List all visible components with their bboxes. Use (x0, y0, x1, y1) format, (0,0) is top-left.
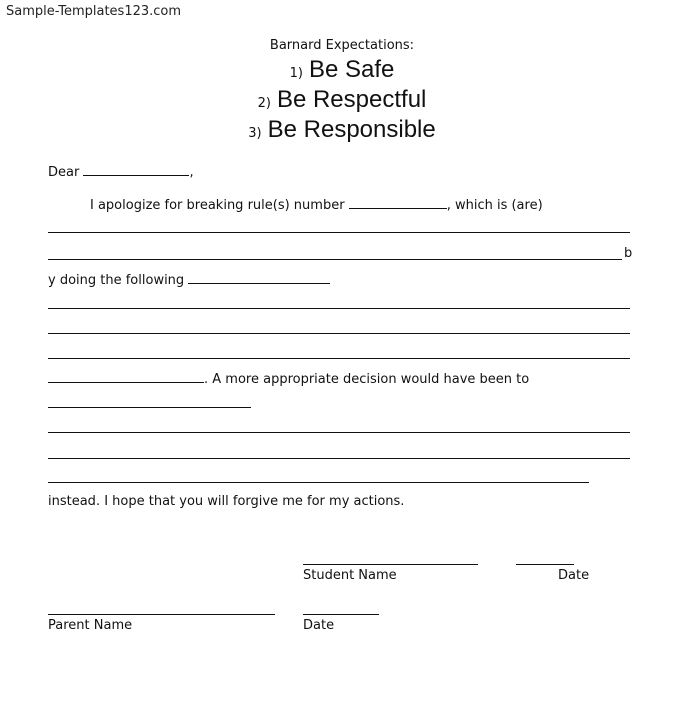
apology-start: I apologize for breaking rule(s) number (90, 198, 345, 213)
student-date-line[interactable] (516, 564, 574, 565)
expectation-number: 1) (289, 66, 303, 81)
parent-name-label: Parent Name (48, 618, 133, 633)
doing-blank[interactable] (188, 271, 330, 284)
parent-name-line[interactable] (48, 614, 275, 615)
write-line[interactable] (48, 407, 251, 408)
student-date-label: Date (558, 568, 590, 583)
expectation-number: 3) (248, 126, 262, 141)
write-line[interactable] (48, 358, 630, 359)
expectation-text: Be Responsible (267, 116, 436, 143)
doing-label: y doing the following (48, 273, 185, 288)
decision-line (48, 370, 529, 387)
write-line[interactable] (48, 482, 589, 483)
write-line[interactable] (48, 333, 630, 334)
dear-label: Dear (48, 165, 80, 180)
student-name-line[interactable] (303, 564, 478, 565)
line-end-b: b (624, 246, 633, 261)
decision-text: . A more appropriate decision would have been to (204, 372, 530, 387)
recipient-blank[interactable] (83, 163, 189, 176)
write-line[interactable] (48, 232, 630, 233)
write-line[interactable] (48, 458, 630, 459)
decision-blank[interactable] (48, 370, 204, 383)
rule-number-blank[interactable] (349, 196, 447, 209)
parent-date-label: Date (303, 618, 335, 633)
expectation-3 (0, 116, 684, 144)
closing-text: instead. I hope that you will forgive me for my actions. (48, 494, 405, 509)
doing-line (48, 271, 330, 288)
expectation-2 (0, 86, 684, 114)
apology-end: , which is (are) (446, 198, 543, 213)
write-line[interactable] (48, 432, 630, 433)
expectation-text: Be Respectful (276, 86, 427, 113)
parent-date-line[interactable] (303, 614, 379, 615)
write-line[interactable] (48, 308, 630, 309)
document-title: Barnard Expectations: (269, 38, 415, 53)
apology-line (90, 196, 543, 213)
student-name-label: Student Name (303, 568, 397, 583)
watermark: Sample-Templates123.com (6, 4, 182, 19)
dear-comma: , (189, 165, 194, 180)
salutation (48, 163, 194, 180)
expectation-number: 2) (257, 96, 271, 111)
write-line[interactable] (48, 259, 622, 260)
expectation-1 (0, 56, 684, 84)
expectation-text: Be Safe (308, 56, 395, 83)
